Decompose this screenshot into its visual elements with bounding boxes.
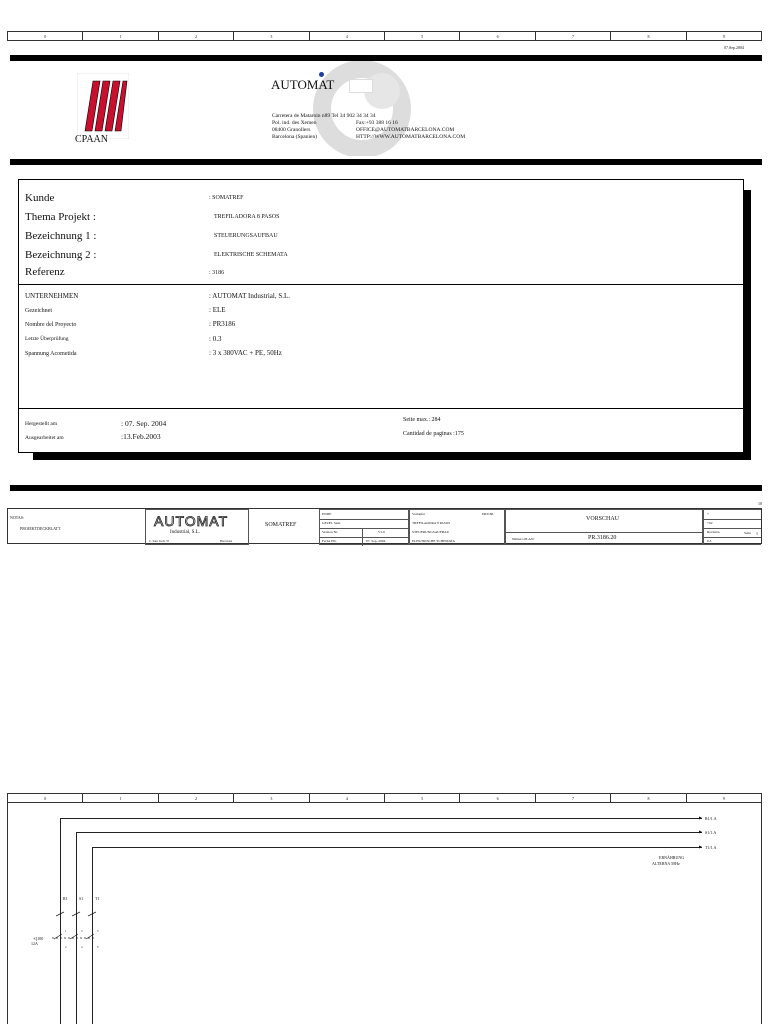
phase-label-s1: S1	[79, 896, 84, 901]
label-spannung: Spannung Acometida	[25, 351, 77, 357]
address-line: Pol. ind. des Xemen	[272, 120, 317, 126]
grid-line	[320, 528, 408, 529]
supply-line-r1	[60, 818, 702, 819]
project-code: PR3186	[482, 512, 494, 516]
svg-text:6: 6	[97, 945, 99, 949]
supply-note-2: ALTERNA 50Hz	[652, 861, 680, 866]
ruler-col: 7	[536, 794, 611, 802]
pages-max: Seite max.: 284	[403, 417, 441, 423]
title-block	[7, 508, 762, 544]
arrow-s1-icon: ▶	[699, 829, 703, 834]
meta-label: Version Nr.	[322, 530, 338, 534]
value-gezeichnet: : ELE	[209, 306, 226, 314]
address-line: 08400 Granollers	[272, 127, 311, 133]
label-referenz: Referenz	[25, 266, 65, 278]
value-bezeichnung-2: ELEKTRISCHE SCHEMATA	[214, 252, 288, 258]
meta-date: 07. Sep. 2004	[366, 539, 386, 543]
preview-cell	[505, 509, 703, 545]
column-ruler	[7, 31, 762, 41]
ruler-col: 2	[159, 32, 234, 40]
automat-title: AUTOMAT	[271, 77, 335, 92]
grid-line	[704, 528, 761, 529]
value-created: : 07. Sep. 2004	[121, 419, 167, 428]
address-line: Barcelona (Spanien)	[272, 134, 318, 140]
line-label-t1: T1/1.A	[705, 845, 717, 850]
grid-line	[320, 537, 408, 538]
value-thema-projekt: TREFILADORA 8 PASOS	[214, 214, 280, 220]
project-label: Vorlanfer	[412, 512, 426, 516]
ruler-col: 2	[159, 794, 234, 802]
value-spannung: : 3 x 380VAC + PE, 50Hz	[209, 349, 282, 357]
project-line: STEUERUNGSAUFBAU	[412, 530, 450, 534]
ruler-col: 1	[83, 794, 158, 802]
revision-item: 0.3	[707, 539, 712, 543]
ruler-col: 8	[611, 794, 686, 802]
logo-cell	[145, 509, 249, 545]
grid-line	[362, 528, 363, 546]
cpaan-logo	[77, 73, 129, 139]
column-ruler	[7, 793, 762, 803]
svg-text:4: 4	[81, 945, 83, 949]
automat-footer-logo: AUTOMAT	[154, 513, 229, 529]
ruler-col: 3	[234, 794, 309, 802]
label-bezeichnung-2: Bezeichnung 2 :	[25, 249, 97, 261]
cpaan-logo-text: CPAAN	[75, 134, 108, 145]
grid-line	[320, 519, 408, 520]
fax: Fax:+93 388 16 16	[356, 120, 398, 126]
ruler-col: 4	[310, 32, 385, 40]
supply-note-1: ERNÄHRUNG	[659, 855, 685, 860]
value-bezeichnung-1: STEUERUNGSAUFBAU	[214, 233, 278, 239]
breaker-rating: 12A	[31, 941, 38, 946]
svg-text:5: 5	[97, 929, 99, 933]
value-nombre-proyecto: : PR3186	[209, 320, 236, 328]
meta-label: Fecha Elb.	[322, 539, 337, 543]
grid-line	[704, 519, 761, 520]
value-referenz: : 3186	[209, 270, 225, 276]
label-gezeichnet: Gezeichnet	[25, 308, 52, 314]
ruler-col: 8	[611, 32, 686, 40]
breaker-symbol-icon	[52, 908, 102, 953]
header-bottom-bar	[10, 159, 762, 165]
logo-sub: Industrial, S.L.	[170, 530, 200, 535]
svg-text:2: 2	[65, 945, 67, 949]
divider	[19, 408, 743, 409]
label-unternehmen: UNTERNEHMEN	[25, 292, 79, 300]
preview-label: VORSCHAU	[586, 516, 620, 522]
ruler-col: 6	[460, 794, 535, 802]
logo-foot-left: C. Sant Jordi, 55	[149, 539, 170, 543]
line-label-r1: R1/1.A	[705, 816, 717, 821]
meta-version: V1.0	[378, 530, 385, 534]
arrow-r1-icon: ▶	[699, 815, 703, 820]
schematic-sheet	[7, 793, 762, 1024]
sheet-border-left	[7, 793, 8, 1024]
supply-line-t1	[92, 847, 702, 848]
label-thema-projekt: Thema Projekt :	[25, 211, 96, 223]
project-cell	[409, 509, 505, 545]
ruler-col: 4	[310, 794, 385, 802]
project-line: ELEKTRISCHE SCHEMATA	[412, 539, 455, 543]
ruler-col: 0	[8, 794, 83, 802]
value-edited: :13.Feb.2003	[121, 432, 161, 441]
label-nombre-proyecto: Nombre del Proyecto	[25, 322, 77, 328]
value-kunde: : SOMATREF	[209, 195, 244, 201]
phase-label-r1: R1	[63, 896, 68, 901]
ruler-col: 3	[234, 32, 309, 40]
ruler-col: 5	[385, 32, 460, 40]
email: OFFICE@AUTOMATBARCELONA.COM	[356, 127, 455, 133]
svg-text:3: 3	[81, 929, 83, 933]
svg-text:1: 1	[65, 929, 67, 933]
website: HTTP://WWW.AUTOMATBARCELONA.COM	[356, 134, 466, 140]
sheet-border-right	[761, 793, 762, 1024]
arrow-t1-icon: ▶	[699, 844, 703, 849]
contact-block	[356, 120, 465, 141]
ruler-col: 9	[722, 34, 725, 39]
value-letzte-ueberpruefung: : 0.3	[209, 335, 222, 343]
info-box	[18, 179, 744, 453]
breaker-label: -Q100	[33, 936, 44, 941]
phase-label-t1: T1	[95, 896, 100, 901]
sheet-number: 1	[756, 531, 758, 536]
sheet-name: PROJEKTDECKBLATT	[20, 526, 61, 531]
ruler-col: 5	[385, 794, 460, 802]
logo-foot-right: Barcelona	[220, 539, 233, 543]
line-label-s1: S1/1.A	[705, 830, 717, 835]
revision-cell	[703, 509, 761, 545]
ruler-col: 9	[722, 796, 725, 801]
ruler-col: 6	[460, 32, 535, 40]
meta-label: GEZEI. Sem.	[322, 521, 341, 525]
value-unternehmen: : AUTOMAT Industrial, S.L.	[209, 292, 291, 300]
page-number: 10	[758, 501, 762, 506]
footer-top-bar	[10, 485, 762, 491]
revision-item: Revisión	[707, 530, 720, 534]
label-letzte-ueberpruefung: Letzte Überprüfung	[25, 336, 69, 342]
cover-sheet	[7, 31, 762, 546]
divider	[19, 284, 743, 285]
project-line: TREFILADORA 8 PASOS	[412, 521, 451, 525]
client-name: SOMATREF	[265, 522, 297, 528]
supply-line-s1	[76, 832, 702, 833]
revision-item: +02	[707, 521, 713, 525]
grid-line	[704, 537, 761, 538]
automat-label-box	[349, 79, 373, 93]
ruler-col: 1	[83, 32, 158, 40]
plan-label: Número PLAN:	[512, 537, 535, 541]
grid-line	[506, 532, 702, 533]
pages-count: Cantidad de paginas :175	[403, 431, 464, 437]
revision-item: +	[707, 512, 709, 516]
ruler-col: 0	[8, 32, 83, 40]
notes-label: NOTAS:	[10, 515, 25, 520]
label-edited: Ausgearbeitet am	[25, 435, 64, 441]
address-line: Carretera de Mataroin n89 Tel 34 902 34 34 34	[272, 113, 376, 119]
label-created: Hergestellt am	[25, 421, 58, 427]
label-bezeichnung-1: Bezeichnung 1 :	[25, 230, 97, 242]
ruler-col: 7	[536, 32, 611, 40]
plan-value: PR.3186.20	[588, 535, 617, 541]
date-top: 07.Sep.2004	[724, 45, 744, 50]
label-kunde: Kunde	[25, 192, 55, 204]
meta-cell	[319, 509, 409, 545]
sheet-label: Seite	[744, 531, 751, 535]
meta-label: ENDE	[322, 512, 332, 516]
